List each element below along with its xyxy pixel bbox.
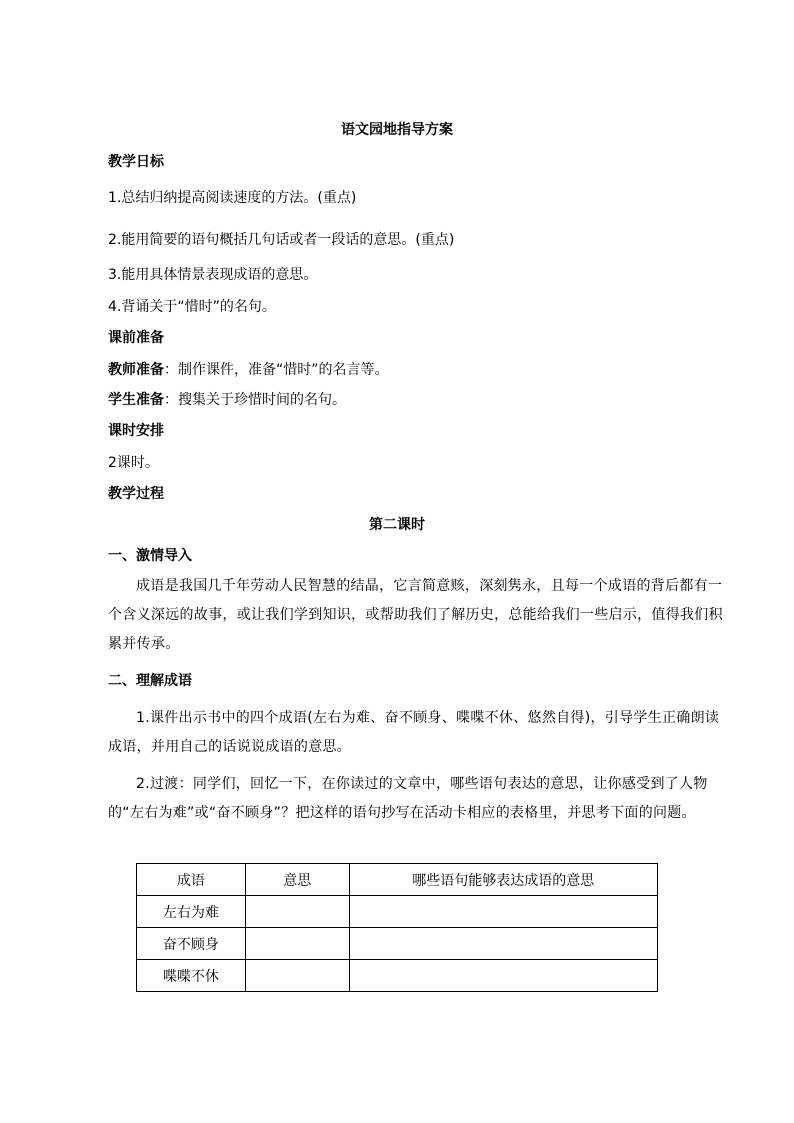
document-title: 语文园地指导方案 (341, 122, 453, 138)
item2-text: ：同学们，回忆一下，在你读过的文章中，哪些语句表达的意思，让你感受到了人物的“左右为难”或“奋不顾身”？把这样的语句抄写在活动卡相应的表格里，并思考下面的问题。 (108, 776, 708, 821)
schedule-text: 2课时。 (108, 455, 159, 471)
table-header-row (137, 864, 658, 896)
goal-item: 1.总结归纳提高阅读速度的方法。(重点) (108, 190, 357, 206)
section2-heading: 二、理解成语 (108, 673, 192, 689)
student-prep-label: 学生准备 (108, 392, 164, 408)
table-header-cell: 意思 (245, 864, 349, 896)
sentence-cell (349, 896, 657, 928)
goal-item: 4.背诵关于“惜时”的名句。 (108, 299, 276, 315)
item2-paragraph (108, 770, 724, 828)
table-header-cell: 成语 (137, 864, 246, 896)
teacher-prep-text: ：制作课件，准备“惜时”的名言等。 (164, 362, 389, 378)
idiom-cell: 左右为难 (137, 896, 246, 928)
idiom-cell: 奋不顾身 (137, 928, 246, 960)
section1-paragraph: 成语是我国几千年劳动人民智慧的结晶，它言简意赅，深刻隽永，且每一个成语的背后都有一个含义深远的故事，或让我们学到知识，或帮助我们了解历史，总能给我们一些启示，值得我们积累并传承。 (108, 578, 723, 652)
goals-heading: 教学日标 (108, 154, 164, 170)
idiom-cell: 喋喋不休 (137, 960, 246, 992)
teacher-prep (108, 360, 389, 380)
meaning-cell (245, 960, 349, 992)
prep-heading: 课前准备 (108, 330, 164, 346)
meaning-cell (245, 928, 349, 960)
goal-item: 3.能用具体情景表现成语的意思。 (108, 267, 318, 283)
lesson-title: 第二课时 (369, 517, 425, 533)
table-row (137, 896, 658, 928)
meaning-cell (245, 896, 349, 928)
sentence-cell (349, 928, 657, 960)
sentence-cell (349, 960, 657, 992)
table-header-cell: 哪些语句能够表达成语的意思 (349, 864, 657, 896)
process-heading: 教学过程 (108, 486, 164, 502)
section1-heading: 一、激情导入 (108, 548, 192, 564)
item2-label: 2.过渡 (136, 776, 179, 792)
goal-item: 2.能用简要的语句概括几句话或者一段话的意思。(重点) (108, 232, 455, 248)
teacher-prep-label: 教师准备 (108, 362, 164, 378)
student-prep-text: ：搜集关于珍惜时间的名句。 (164, 392, 346, 408)
table-row (137, 928, 658, 960)
table-row (137, 960, 658, 992)
idiom-table (136, 863, 658, 992)
item1-paragraph: 1.课件出示书中的四个成语(左右为难、奋不顾身、喋喋不休、悠然自得)，引导学生正确朗读成语，并用自己的话说说成语的意思。 (108, 710, 720, 755)
student-prep (108, 390, 346, 410)
schedule-heading: 课时安排 (108, 423, 164, 439)
